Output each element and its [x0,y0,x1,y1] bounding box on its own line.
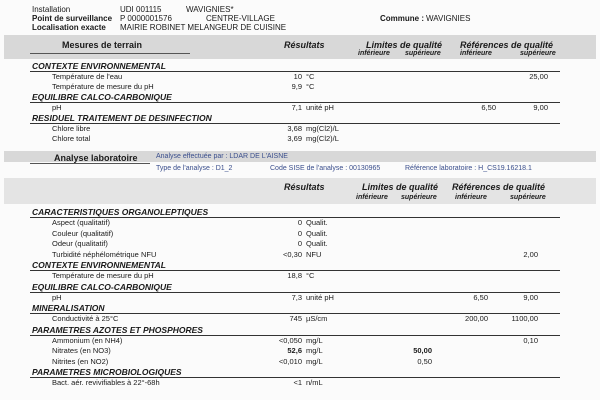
param-label: Température de l'eau [52,72,123,81]
result-value: 3,69 [287,134,302,143]
table-row [0,357,600,367]
limit-sup: 50,00 [413,346,432,355]
table-row [0,271,600,281]
result-value: 0 [297,228,302,238]
param-label: pH [52,292,62,302]
limit-sup: 0,50 [417,356,432,366]
table-row [0,124,600,134]
table-row [0,229,600,239]
ref-inf: 200,00 [465,314,488,323]
ref-sup: 9,00 [533,103,548,112]
result-unit: mg(Cl2)/L [306,124,339,133]
terrain-sub-lim-sup: supérieure [405,50,441,57]
result-unit: mg(Cl2)/L [306,134,339,143]
table-row [0,346,600,356]
param-label: Chlore total [52,134,91,143]
result-unit: NFU [306,249,322,259]
labo-type-line: Type de l'analyse : D1_2 [156,165,233,172]
result-unit: Qualit. [306,228,328,238]
result-unit: mg/L [306,335,323,345]
table-row [0,239,600,249]
result-unit: n/mL [306,378,323,387]
result-value: 52,6 [287,346,302,355]
result-value: 0 [297,218,302,227]
param-label: pH [52,103,62,112]
result-unit: °C [306,82,315,91]
table-row [0,218,600,228]
result-value: <1 [293,378,302,387]
param-label: Chlore libre [52,124,91,133]
param-label: Bact. aér. revivifiables à 22°-68h [52,378,160,387]
param-label: Ammonium (en NH4) [52,335,123,345]
terrain-col-resultats: Résultats [284,40,325,50]
commune-value: WAVIGNIES [426,14,471,23]
result-unit: mg/L [306,346,323,355]
terrain-title: Mesures de terrain [62,40,143,50]
section-title: PARAMETRES AZOTES ET PHOSPHORES [32,324,203,335]
labo-title: Analyse laboratoire [54,153,138,163]
param-label: Conductivité à 25°C [52,314,119,323]
section-title: PARAMETRES MICROBIOLOGIQUES [32,367,182,377]
installation-code: UDI 001115 [120,5,162,14]
labo-code-sise: Code SISE de l'analyse : 00130965 [270,165,381,172]
result-value: 7,1 [291,103,302,112]
installation-label: Installation [32,5,71,14]
ref-sup: 2,00 [523,249,538,259]
result-value: <0,010 [278,356,302,366]
result-unit: Qualit. [306,218,328,227]
result-value: 18,8 [287,271,302,280]
result-value: <0,050 [278,335,302,345]
param-label: Turbidité néphélométrique NFU [52,249,157,259]
result-unit: °C [306,271,315,280]
result-unit: Qualit. [306,239,328,248]
labo-sub-lim-sup: supérieure [401,194,437,201]
point-name: CENTRE-VILLAGE [206,14,275,23]
terrain-sub-lim-inf: inférieure [358,50,390,57]
terrain-sub-ref-sup: supérieure [520,50,556,57]
result-value: 0 [297,239,302,248]
param-label: Odeur (qualitatif) [52,239,108,248]
commune-label: Commune : [380,14,424,23]
labo-sub-ref-inf: inférieure [455,194,487,201]
section-title: CONTEXTE ENVIRONNEMENTAL [32,61,166,71]
result-value: 3,68 [287,124,302,133]
ref-sup: 1100,00 [511,314,538,323]
result-unit: unité pH [306,292,334,302]
result-value: <0,30 [283,249,302,259]
table-row [0,293,600,303]
param-label: Nitrates (en NO3) [52,346,111,355]
labo-col-limites: Limites de qualité [362,182,439,192]
param-label: Température de mesure du pH [52,82,154,91]
labo-ref-labo: Référence laboratoire : H_CS19.16218.1 [405,165,532,172]
table-row [0,72,600,82]
installation-name: WAVIGNIES* [186,5,234,14]
param-label: Aspect (qualitatif) [52,218,110,227]
result-value: 9,9 [291,82,302,91]
section-title: CARACTERISTIQUES ORGANOLEPTIQUES [32,207,209,217]
ref-inf: 6,50 [473,292,488,302]
ref-sup: 9,00 [523,292,538,302]
ref-inf: 6,50 [481,103,496,112]
terrain-col-references: Références de qualité [460,40,554,50]
section-title: EQUILIBRE CALCO-CARBONIQUE [32,92,172,102]
section-title: CONTEXTE ENVIRONNEMENTAL [32,260,166,270]
ref-sup: 0,10 [523,335,538,345]
section-title: EQUILIBRE CALCO-CARBONIQUE [32,281,172,292]
labo-sub-lim-inf: inférieure [356,194,388,201]
labo-col-references: Références de qualité [452,182,546,192]
terrain-title-underline [30,53,190,54]
terrain-sub-ref-inf: inférieure [460,50,492,57]
result-unit: mg/L [306,356,323,366]
labo-col-resultats: Résultats [284,182,325,192]
section-title: MINERALISATION [32,303,105,313]
point-code: P 0000001576 [120,14,172,23]
localisation-value: MAIRIE ROBINET MELANGEUR DE CUISINE [120,23,287,32]
param-label: Température de mesure du pH [52,271,154,280]
param-label: Couleur (qualitatif) [52,228,114,238]
table-row [0,103,600,113]
table-row [0,336,600,346]
result-value: 745 [289,314,302,323]
localisation-label: Localisation exacte [32,23,106,32]
result-unit: °C [306,72,315,81]
terrain-col-limites: Limites de qualité [366,40,443,50]
table-row [0,378,600,388]
table-row [0,250,600,260]
labo-analyse-line: Analyse effectuée par : LDAR DE L'AISNE [156,153,288,160]
table-row [0,134,600,144]
labo-title-underline [30,163,150,164]
labo-sub-ref-sup: supérieure [510,194,546,201]
result-unit: µS/cm [306,314,328,323]
section-title: RESIDUEL TRAITEMENT DE DESINFECTION [32,113,212,123]
result-value: 10 [293,72,302,81]
point-label: Point de surveillance [32,14,113,23]
result-value: 7,3 [291,292,302,302]
result-unit: unité pH [306,103,334,112]
param-label: Nitrites (en NO2) [52,356,109,366]
table-row [0,82,600,92]
ref-sup: 25,00 [529,72,548,81]
table-row [0,314,600,324]
